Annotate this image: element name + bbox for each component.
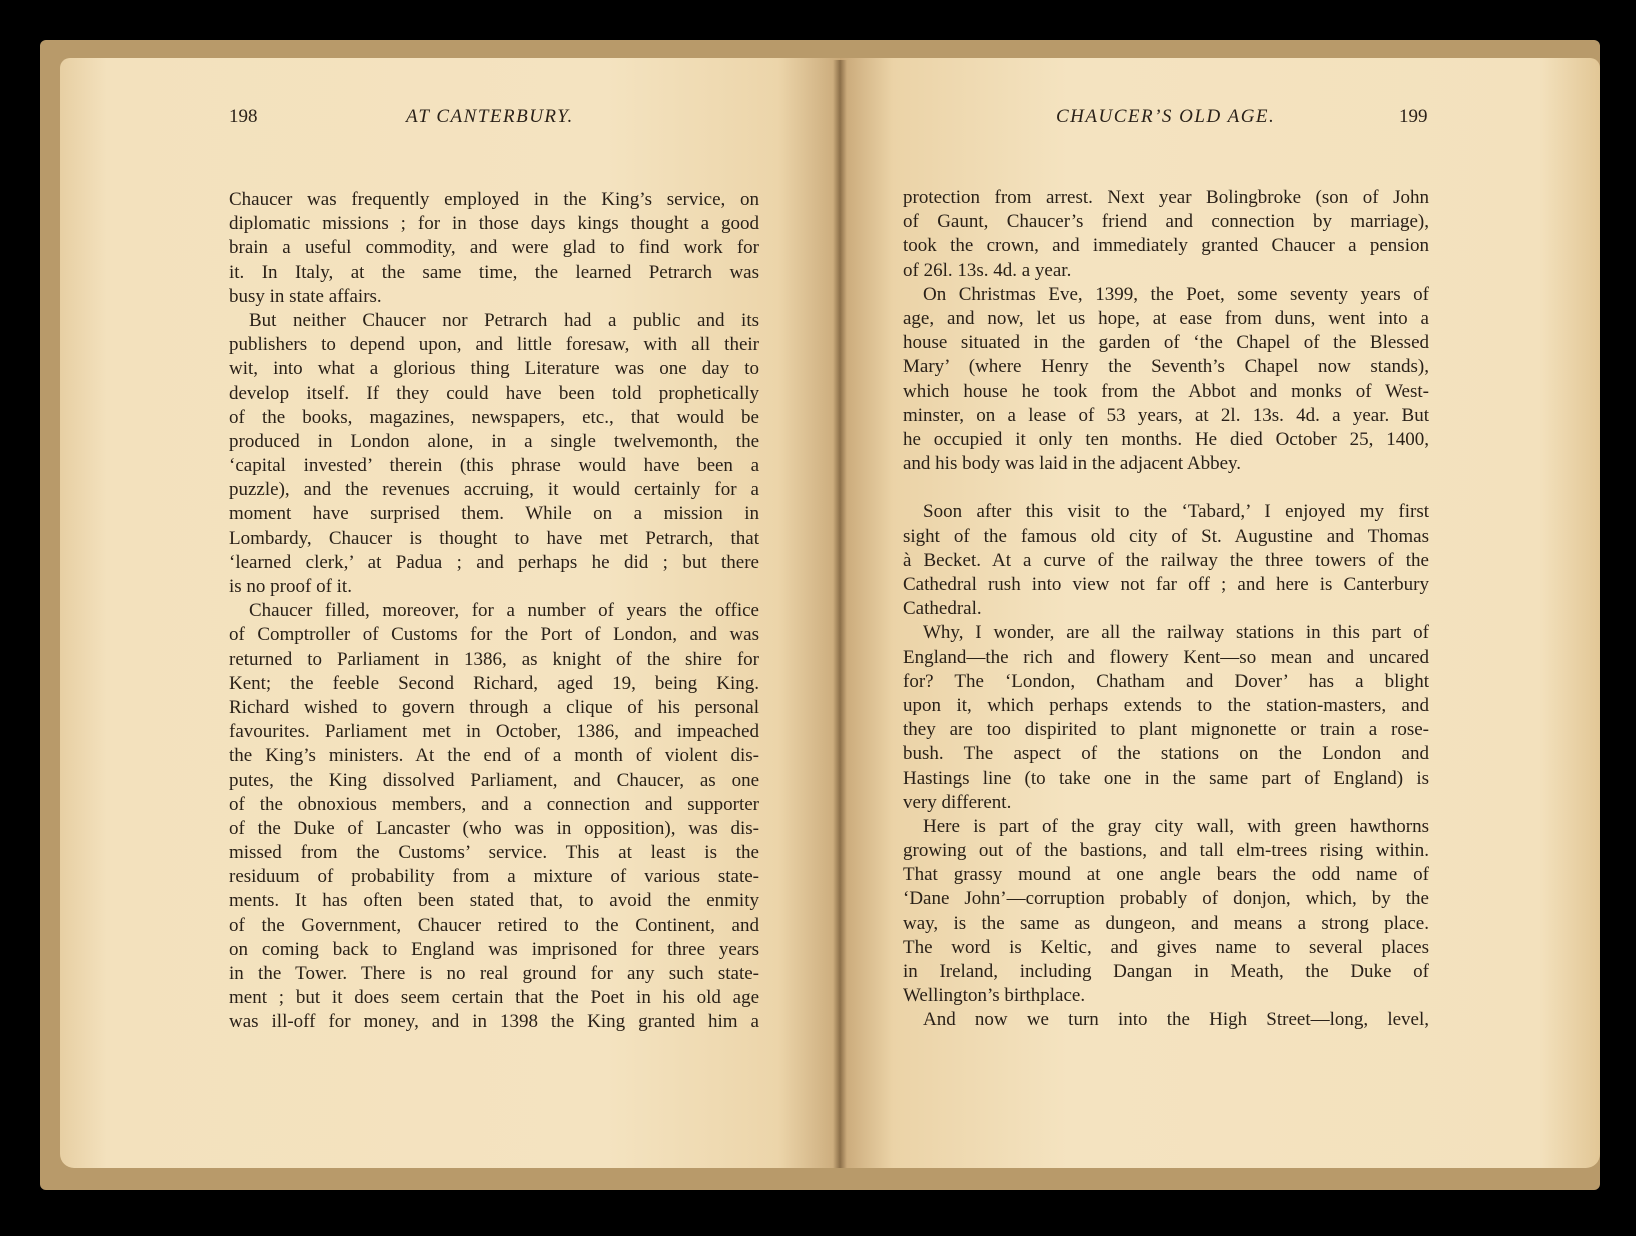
text-line: Chaucer was frequently employed in the King’s service, on bbox=[229, 189, 759, 210]
text-line: publishers to depend upon, and little foresaw, with all their bbox=[229, 334, 759, 356]
text-line: age, and now, let us hope, at ease from duns, went into a bbox=[903, 307, 1429, 329]
text-line: busy in state affairs. bbox=[229, 285, 382, 307]
text-line: ‘capital invested’ therein (this phrase would have been a bbox=[229, 455, 759, 477]
text-line: putes, the King dissolved Parliament, and Chaucer, as one bbox=[229, 769, 759, 791]
right-page-text bbox=[903, 186, 1429, 1033]
text-line: very different. bbox=[903, 791, 1012, 813]
text-line: moment have surprised them. While on a mission in bbox=[229, 503, 759, 525]
text-line: sight of the famous old city of St. Augustine and Thomas bbox=[903, 525, 1429, 547]
right-running-title: CHAUCER’S OLD AGE. bbox=[1056, 106, 1276, 127]
text-line: is no proof of it. bbox=[229, 576, 352, 597]
text-line: it. In Italy, at the same time, the learned Petrarch was bbox=[229, 261, 759, 283]
left-running-title: AT CANTERBURY. bbox=[406, 106, 574, 127]
text-line: Soon after this visit to the ‘Tabard,’ I enjoyed my first bbox=[923, 501, 1429, 523]
text-line: they are too dispirited to plant mignonette or train a rose- bbox=[903, 719, 1429, 741]
text-line: develop itself. If they could have been told prophetically bbox=[229, 382, 759, 404]
text-line: of the books, magazines, newspapers, etc., that would be bbox=[229, 406, 759, 428]
left-page-text bbox=[229, 188, 759, 1035]
text-line: he occupied it only ten months. He died October 25, 1400, bbox=[903, 428, 1429, 450]
text-line: and his body was laid in the adjacent Abbey. bbox=[903, 453, 1242, 475]
text-line: minster, on a lease of 53 years, at 2l. 13s. 4d. a year. But bbox=[903, 404, 1429, 426]
text-line: of 26l. 13s. 4d. a year. bbox=[903, 259, 1072, 281]
text-line: On Christmas Eve, 1399, the Poet, some seventy years of bbox=[923, 283, 1429, 305]
text-line: Wellington’s birthplace. bbox=[903, 985, 1086, 1007]
text-line: That grassy mound at one angle bears the odd name of bbox=[903, 864, 1429, 886]
text-line: of the Government, Chaucer retired to the Continent, and bbox=[229, 914, 759, 936]
text-line: residuum of probability from a mixture of various state- bbox=[229, 866, 759, 888]
text-line: which house he took from the Abbot and monks of West- bbox=[903, 380, 1429, 402]
text-line: of Comptroller of Customs for the Port of London, and was bbox=[229, 624, 759, 646]
text-line: took the crown, and immediately granted Chaucer a pension bbox=[903, 235, 1429, 257]
text-line: of the Duke of Lancaster (who was in opposition), was dis- bbox=[229, 817, 759, 839]
text-line: But neither Chaucer nor Petrarch had a public and its bbox=[249, 309, 759, 331]
text-line: protection from arrest. Next year Bolingbroke (son of John bbox=[903, 187, 1429, 208]
text-line: à Becket. At a curve of the railway the three towers of the bbox=[903, 549, 1429, 571]
text-line: upon it, which perhaps extends to the station-masters, and bbox=[903, 694, 1429, 716]
left-page-number: 198 bbox=[229, 106, 258, 127]
text-line: produced in London alone, in a single twelvemonth, the bbox=[229, 430, 759, 452]
text-line: missed from the Customs’ service. This at least is the bbox=[229, 842, 759, 864]
text-line: ment ; but it does seem certain that the Poet in his old age bbox=[229, 987, 759, 1009]
text-line: Why, I wonder, are all the railway stations in this part of bbox=[923, 622, 1429, 644]
text-line: growing out of the bastions, and tall elm-trees rising within. bbox=[903, 840, 1429, 862]
text-line: of the obnoxious members, and a connection and supporter bbox=[229, 793, 759, 815]
text-line: Mary’ (where Henry the Seventh’s Chapel now stands), bbox=[903, 356, 1429, 378]
text-line: returned to Parliament in 1386, as knight of the shire for bbox=[229, 648, 759, 670]
text-line: And now we turn into the High Street—long, level, bbox=[923, 1009, 1429, 1031]
text-line: way, is the same as dungeon, and means a strong place. bbox=[903, 912, 1429, 934]
text-line: of Gaunt, Chaucer’s friend and connection by marriage), bbox=[903, 211, 1429, 233]
book-gutter bbox=[833, 60, 847, 1168]
text-line: brain a useful commodity, and were glad to find work for bbox=[229, 237, 759, 259]
text-line: ‘Dane John’—corruption probably of donjon, which, by the bbox=[903, 888, 1429, 910]
text-line: house situated in the garden of ‘the Chapel of the Blessed bbox=[903, 332, 1429, 354]
text-line: ments. It has often been stated that, to avoid the enmity bbox=[229, 890, 759, 912]
text-line: puzzle), and the revenues accruing, it would certainly for a bbox=[229, 479, 759, 501]
text-line: England—the rich and flowery Kent—so mean and uncared bbox=[903, 646, 1429, 668]
text-line: Lombardy, Chaucer is thought to have met Petrarch, that bbox=[229, 527, 759, 549]
text-line: Chaucer filled, moreover, for a number of years the office bbox=[249, 600, 759, 622]
text-line: favourites. Parliament met in October, 1386, and impeached bbox=[229, 721, 759, 743]
text-line: diplomatic missions ; for in those days kings thought a good bbox=[229, 213, 759, 235]
text-line: Richard wished to govern through a clique of his personal bbox=[229, 696, 759, 718]
text-line: on coming back to England was imprisoned for three years bbox=[229, 938, 759, 960]
text-line: the King’s ministers. At the end of a month of violent dis- bbox=[229, 745, 759, 767]
text-line: ‘learned clerk,’ at Padua ; and perhaps he did ; but there bbox=[229, 551, 759, 573]
text-line: Cathedral. bbox=[903, 598, 982, 620]
text-line: Kent; the feeble Second Richard, aged 19, being King. bbox=[229, 672, 759, 694]
text-line: in Ireland, including Dangan in Meath, the Duke of bbox=[903, 961, 1429, 982]
text-line: Hastings line (to take one in the same part of England) is bbox=[903, 767, 1429, 789]
right-page-number: 199 bbox=[1399, 106, 1428, 127]
text-line: Cathedral rush into view not far off ; and here is Canterbury bbox=[903, 574, 1429, 595]
text-line: Here is part of the gray city wall, with green hawthorns bbox=[923, 815, 1429, 837]
text-line: was ill-off for money, and in 1398 the King granted him a bbox=[229, 1011, 759, 1033]
text-line: The word is Keltic, and gives name to several places bbox=[903, 936, 1429, 958]
text-line: bush. The aspect of the stations on the London and bbox=[903, 743, 1429, 765]
text-line: wit, into what a glorious thing Literature was one day to bbox=[229, 358, 759, 380]
text-line: for? The ‘London, Chatham and Dover’ has a blight bbox=[903, 670, 1429, 692]
paragraph-gap bbox=[903, 476, 1429, 500]
text-line: in the Tower. There is no real ground for any such state- bbox=[229, 963, 759, 984]
